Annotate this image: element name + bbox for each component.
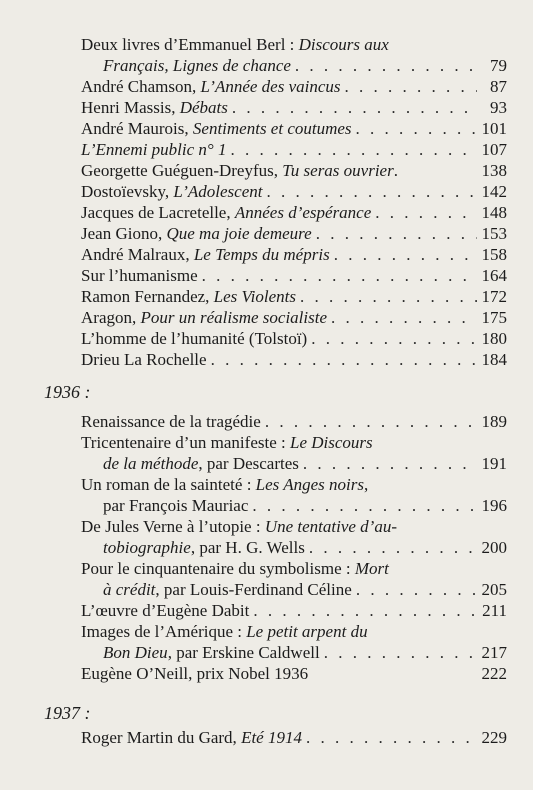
toc-entry <box>81 181 507 202</box>
dot-leader <box>316 223 477 244</box>
toc-entry <box>81 223 507 244</box>
toc-entry-title: Dostoïevsky, L’Adolescent <box>81 182 263 201</box>
page-number: 142 <box>481 182 507 201</box>
year-heading-1936: 1936 : <box>44 382 91 402</box>
toc-entry-line <box>81 453 507 474</box>
toc-entry-title: Bon Dieu, par Erskine Caldwell <box>103 643 320 662</box>
toc-entry-title: Aragon, Pour un réalisme socialiste <box>81 308 327 327</box>
dot-leader <box>253 600 477 621</box>
dot-leader <box>295 55 477 76</box>
dot-leader <box>324 642 477 663</box>
toc-entry-line <box>81 307 507 328</box>
toc-entry-title: Renaissance de la tragédie <box>81 412 261 431</box>
toc-entry-line <box>81 727 507 748</box>
dot-leader <box>266 181 477 202</box>
toc-entry-line <box>81 181 507 202</box>
dot-leader <box>306 727 477 748</box>
toc-entry <box>81 328 507 349</box>
toc-entry-title: Un roman de la sainteté : Les Anges noirs, <box>81 475 369 494</box>
dot-leader <box>375 202 477 223</box>
dot-leader <box>265 411 477 432</box>
page-number: 196 <box>481 496 507 515</box>
dot-leader <box>202 265 477 286</box>
toc-entry-title: Images de l’Amérique : Le petit arpent du <box>81 622 368 641</box>
toc-entry-line <box>81 223 507 244</box>
toc-entry-line <box>81 160 507 181</box>
page-number: 200 <box>481 538 507 557</box>
page-number: 107 <box>481 140 507 159</box>
toc-entry-line <box>81 579 507 600</box>
toc-entry-title: Henri Massis, Débats <box>81 98 228 117</box>
toc-entry-line <box>81 55 507 76</box>
dot-leader <box>232 97 477 118</box>
toc-entry-title: Sur l’humanisme <box>81 266 198 285</box>
page-number: 148 <box>481 203 507 222</box>
toc-entry-title: Georgette Guéguen-Dreyfus, Tu seras ouvrier. <box>81 161 398 180</box>
page-number: 175 <box>481 308 507 327</box>
page-number: 180 <box>481 329 507 348</box>
toc-entry-title: Jean Giono, Que ma joie demeure <box>81 224 312 243</box>
toc-entry-line <box>81 97 507 118</box>
toc-entry <box>81 432 507 474</box>
toc-entry-title: André Chamson, L’Année des vaincus <box>81 77 341 96</box>
toc-entry <box>81 202 507 223</box>
toc-entry <box>81 118 507 139</box>
page-number: 211 <box>482 601 507 620</box>
dot-leader <box>331 307 477 328</box>
page-number: 101 <box>481 119 507 138</box>
toc-entry-line <box>81 558 507 579</box>
toc-entry-line <box>81 621 507 642</box>
page-number: 164 <box>481 266 507 285</box>
page-number: 217 <box>481 643 507 662</box>
page-number: 158 <box>481 245 507 264</box>
toc-entry-title: André Malraux, Le Temps du mépris <box>81 245 330 264</box>
dot-leader <box>309 537 477 558</box>
dot-leader <box>303 453 477 474</box>
page-number: 153 <box>481 224 507 243</box>
toc-entry-line <box>81 34 507 55</box>
toc-entry-title: Deux livres d’Emmanuel Berl : Discours aux <box>81 35 389 54</box>
toc-entry-title: Ramon Fernandez, Les Violents <box>81 287 296 306</box>
toc-entry-line <box>81 328 507 349</box>
toc-entry <box>81 474 507 516</box>
toc-entry <box>81 139 507 160</box>
toc-entry-line <box>81 495 507 516</box>
toc-entry-title: André Maurois, Sentiments et coutumes <box>81 119 352 138</box>
dot-leader <box>230 139 477 160</box>
page-number: 138 <box>481 161 507 180</box>
toc-entry <box>81 265 507 286</box>
year-heading-1937: 1937 : <box>44 703 91 723</box>
toc-entry <box>81 286 507 307</box>
page-number: 189 <box>481 412 507 431</box>
toc-entry-title: Roger Martin du Gard, Eté 1914 <box>81 728 302 747</box>
toc-entry <box>81 727 507 748</box>
toc-entry-line <box>81 202 507 223</box>
toc-entry-title: par François Mauriac <box>103 496 249 515</box>
dot-leader <box>356 118 477 139</box>
dot-leader <box>300 286 477 307</box>
toc-entry-title: Pour le cinquantenaire du symbolisme : Mort <box>81 559 389 578</box>
toc-entry-title: Drieu La Rochelle <box>81 350 207 369</box>
toc-entry-title: Tricentenaire d’un manifeste : Le Discours <box>81 433 373 452</box>
toc-entry-title: de la méthode, par Descartes <box>103 454 299 473</box>
page-number: 191 <box>481 454 507 473</box>
toc-entry-title: L’œuvre d’Eugène Dabit <box>81 601 250 620</box>
toc-entry-title: L’homme de l’humanité (Tolstoï) <box>81 329 308 348</box>
toc-entry-title: De Jules Verne à l’utopie : Une tentative d’au- <box>81 517 397 536</box>
toc-entry <box>81 244 507 265</box>
toc-entry <box>81 621 507 663</box>
toc-entry-line <box>81 663 507 684</box>
toc-entry <box>81 516 507 558</box>
page-number: 184 <box>481 350 507 369</box>
toc-entry <box>81 349 507 370</box>
dot-leader <box>252 495 477 516</box>
toc-entry-line <box>81 76 507 97</box>
toc-entry <box>81 558 507 600</box>
toc-entry <box>81 97 507 118</box>
page-number: 222 <box>481 664 507 683</box>
dot-leader <box>311 328 477 349</box>
dot-leader <box>334 244 477 265</box>
toc-entry <box>81 34 507 76</box>
toc-entry-line <box>81 265 507 286</box>
toc-entry-title: Eugène O’Neill, prix Nobel 1936 <box>81 664 309 683</box>
toc-entry-line <box>81 118 507 139</box>
toc-entry-line <box>81 516 507 537</box>
toc-entry <box>81 663 507 684</box>
page-number: 79 <box>490 56 507 75</box>
toc-entry <box>81 160 507 181</box>
toc-entry-line <box>81 411 507 432</box>
toc-entry-line <box>81 600 507 621</box>
toc-entry <box>81 411 507 432</box>
page-number: 87 <box>490 77 507 96</box>
toc-entry-line <box>81 349 507 370</box>
toc-entry-line <box>81 474 507 495</box>
toc-entry-title: Français, Lignes de chance <box>103 56 291 75</box>
toc-entry-title: L’Ennemi public n° 1 <box>81 140 227 159</box>
toc-entry-line <box>81 537 507 558</box>
toc-entry-title: tobiographie, par H. G. Wells <box>103 538 305 557</box>
page-number: 172 <box>481 287 507 306</box>
toc-entry <box>81 76 507 97</box>
dot-leader <box>345 76 477 97</box>
dot-leader <box>211 349 477 370</box>
toc-entry-line <box>81 139 507 160</box>
page-number: 205 <box>481 580 507 599</box>
dot-leader <box>356 579 477 600</box>
toc-entry-line <box>81 286 507 307</box>
page-number: 93 <box>490 98 507 117</box>
toc-entry-line <box>81 244 507 265</box>
toc-entry-line <box>81 432 507 453</box>
toc-entry-line <box>81 642 507 663</box>
toc-entry <box>81 600 507 621</box>
toc-entry-title: à crédit, par Louis-Ferdinand Céline <box>103 580 352 599</box>
toc-entry-title: Jacques de Lacretelle, Années d’espérance <box>81 203 372 222</box>
toc-entry <box>81 307 507 328</box>
page-number: 229 <box>481 728 507 747</box>
